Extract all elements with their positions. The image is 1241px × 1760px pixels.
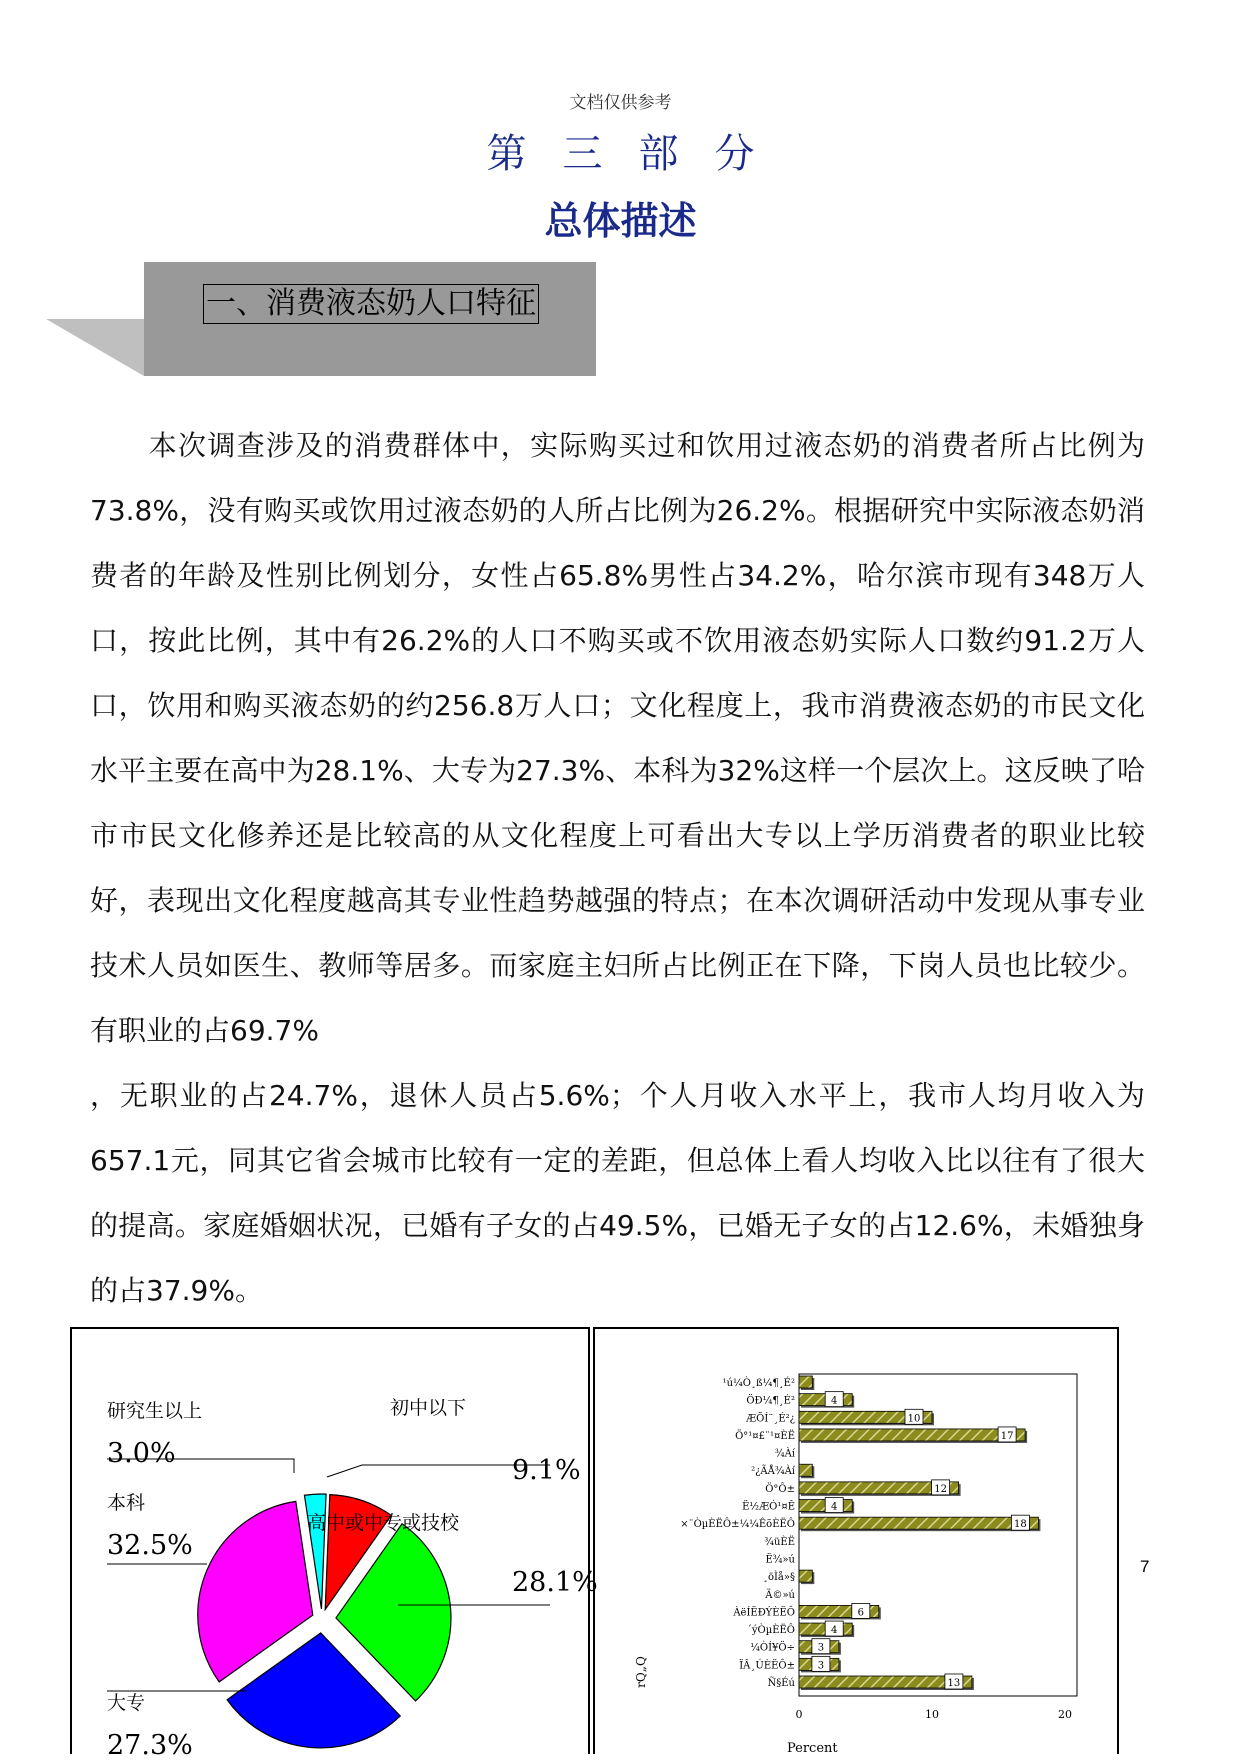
bar-chart-frame bbox=[593, 1327, 1119, 1754]
pie-label-0: 初中以下 bbox=[390, 1397, 467, 1419]
pie-label-2: 大专 bbox=[107, 1692, 146, 1714]
pie-chart bbox=[72, 1329, 598, 1760]
bar-data-label-13: 6 bbox=[857, 1607, 864, 1619]
bar-category-label-17: Ñ§Éú bbox=[767, 1678, 795, 1689]
bar-category-label-6: Ö°Ô± bbox=[765, 1483, 795, 1495]
bar-category-label-16: ÏÂ¸ÚÈËÔ± bbox=[739, 1660, 795, 1672]
bar-data-label-2: 10 bbox=[907, 1413, 921, 1425]
paragraph-1: 本次调查涉及的消费群体中，实际购买过和饮用过液态奶的消费者所占比例为73.8%，没有购买或饮用过液态奶的人所占比例为26.2%。根据研究中实际液态奶消费者的年龄及性别比例划分，女性占65.8%男性占34.2%，哈尔滨市现有348万人口，按此比例，其中有26.2%的人口不购买或不饮用液态奶实际人口数约91.2万人口，饮用和购买液态奶的约256.8万人口；文化程度上，我市消费液态奶的市民文化水平主要在高中为28.1%、大专为27.3%、本科为32%这样一个层次上。这反映了哈市市民文化修养还是比较高的从文化程度上可看出大专以上学历消费者的职业比较好，表现出文化程度越高其专业性趋势越强的特点；在本次调研活动中发现从事专业技术人员如医生、教师等居多。而家庭主妇所占比例正在下降，下岗人员也比较少。有职业的占69.7% bbox=[90, 429, 1145, 1047]
pie-label-3: 本科 bbox=[107, 1492, 146, 1514]
bar-data-label-6: 12 bbox=[934, 1483, 947, 1495]
y-axis-label: rQ„Q bbox=[634, 1656, 648, 1688]
bar-chart bbox=[595, 1329, 1117, 1756]
watermark: 文档仅供参考 bbox=[569, 93, 672, 113]
x-tick-0: 0 bbox=[795, 1708, 803, 1721]
bar-category-label-4: ¾Àí bbox=[774, 1448, 795, 1460]
bar-data-label-16: 3 bbox=[817, 1660, 825, 1672]
bar-category-label-3: Ö°¹¤£¨¹¤ÈË bbox=[735, 1430, 795, 1442]
bar-category-label-5: ²¿ÃÅ¾Àí bbox=[751, 1466, 795, 1478]
bar-category-label-2: ÆÕÍ¨¸É²¿ bbox=[746, 1413, 795, 1425]
pie-value-0: 9.1% bbox=[512, 1455, 581, 1486]
bar-category-label-1: ÖÐ¼¶¸É² bbox=[746, 1395, 795, 1407]
body-text bbox=[90, 413, 1145, 1323]
banner-shape bbox=[0, 0, 1241, 400]
bar-data-label-1: 4 bbox=[831, 1395, 838, 1407]
bar-5 bbox=[799, 1464, 812, 1476]
bar-category-label-14: ´ýÒµÈËÔ bbox=[746, 1625, 795, 1637]
bar-11 bbox=[799, 1570, 812, 1582]
bar-0 bbox=[799, 1376, 812, 1388]
bar-data-label-14: 4 bbox=[831, 1625, 838, 1637]
pie-chart-frame bbox=[70, 1327, 598, 1760]
bar-data-label-3: 17 bbox=[1000, 1430, 1014, 1442]
page-number: 7 bbox=[1140, 1557, 1150, 1576]
bar-category-label-7: Ë½ÆÓ¹¤Ê bbox=[742, 1501, 795, 1513]
bar-data-label-15: 3 bbox=[817, 1642, 825, 1654]
pie-value-4: 3.0% bbox=[107, 1438, 176, 1469]
sub-title: 总体描述 bbox=[544, 199, 697, 243]
pie-label-1: 高中或中专或技校 bbox=[307, 1512, 460, 1534]
x-tick-1: 10 bbox=[925, 1708, 939, 1721]
bar-8 bbox=[799, 1517, 1038, 1529]
part-title: 第三部分 bbox=[486, 131, 791, 177]
pie-value-1: 28.1% bbox=[512, 1567, 598, 1598]
section-heading: 一、消费液态奶人口特征 bbox=[203, 284, 539, 324]
x-tick-2: 20 bbox=[1058, 1708, 1072, 1721]
bar-data-label-7: 4 bbox=[831, 1501, 838, 1513]
pie-label-4: 研究生以上 bbox=[107, 1400, 203, 1422]
bar-data-label-8: 18 bbox=[1014, 1519, 1027, 1531]
bar-category-label-9: ¾üÈË bbox=[764, 1536, 795, 1548]
pie-value-3: 32.5% bbox=[107, 1530, 193, 1561]
bar-category-label-11: ¸öÌå»§ bbox=[762, 1572, 795, 1584]
bar-data-label-17: 13 bbox=[947, 1678, 961, 1689]
bar-category-label-0: ¹ú¼Ò¸ß¼¶¸É² bbox=[722, 1378, 795, 1389]
bar-category-label-15: ¼ÒÍ¥Ö÷ bbox=[750, 1642, 795, 1654]
paragraph-2: ，无职业的占24.7%，退休人员占5.6%；个人月收入水平上，我市人均月收入为657.1元，同其它省会城市比较有一定的差距，但总体上看人均收入比以往有了很大的提高。家庭婚姻状况，已婚有子女的占49.5%，已婚无子女的占12.6%，未婚独身的占37.9%。 bbox=[90, 1079, 1145, 1307]
bar-category-label-10: Ë¾»ú bbox=[765, 1554, 795, 1566]
bar-3 bbox=[799, 1429, 1025, 1441]
x-axis-label: Percent bbox=[786, 1741, 838, 1756]
bar-category-label-8: ×¨ÒµÈËÔ±¼¼ÊõÈËÔ bbox=[680, 1519, 795, 1531]
bar-category-label-12: Ä©»ú bbox=[765, 1589, 795, 1601]
pie-value-2: 27.3% bbox=[107, 1730, 193, 1760]
bar-category-label-13: ÀëÍËÐÝÈËÔ bbox=[733, 1607, 795, 1619]
